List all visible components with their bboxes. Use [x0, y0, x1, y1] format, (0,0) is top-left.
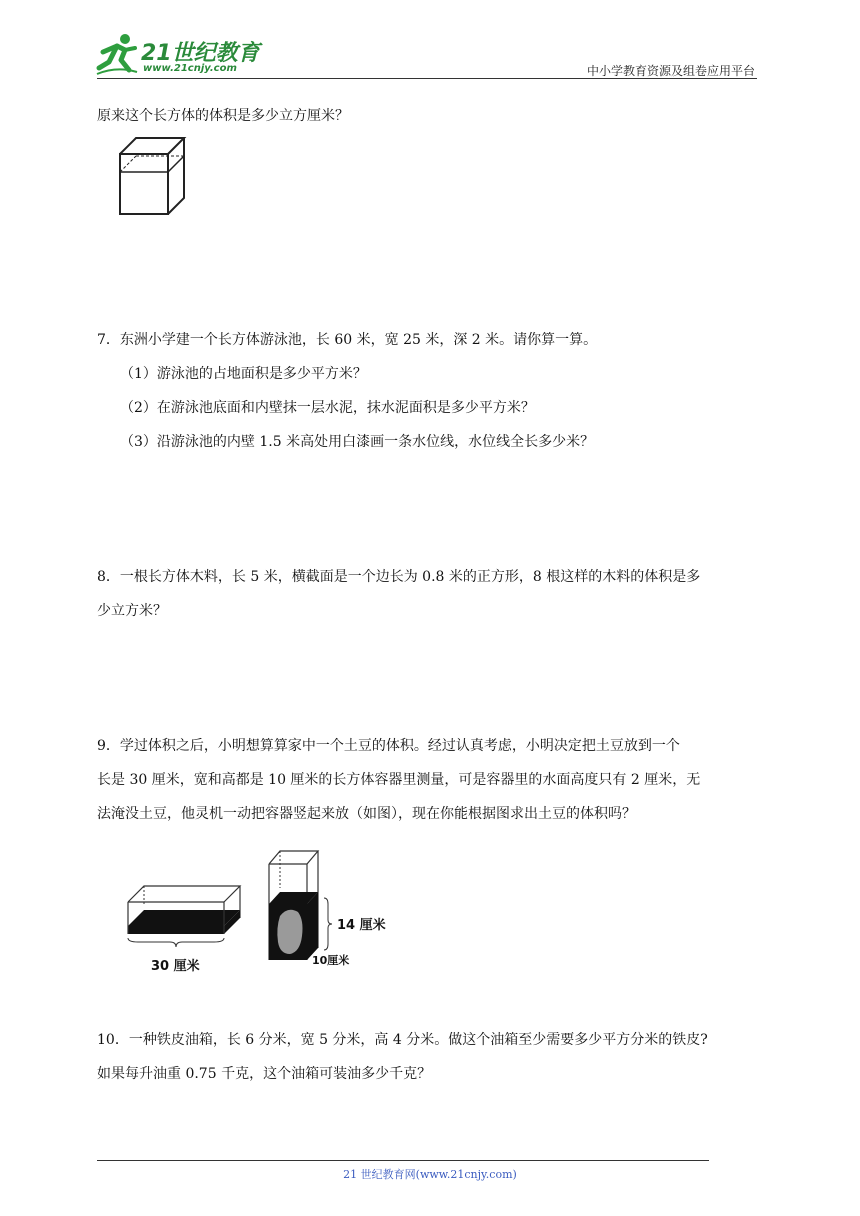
logo-main-text: 21世纪教育: [141, 41, 260, 66]
header-divider: [97, 78, 757, 79]
q9-line1: 9．学过体积之后，小明想算算家中一个土豆的体积。经过认真考虑，小明决定把土豆放到一个: [97, 738, 680, 754]
q9-width-label: 10厘米: [312, 954, 350, 967]
q7-sub2: （2）在游泳池底面和内壁抹一层水泥，抹水泥面积是多少平方米？: [120, 400, 535, 416]
q10-line1: 10．一种铁皮油箱，长 6 分米，宽 5 分米，高 4 分米。做这个油箱至少需要多少平方分米的铁皮?: [97, 1032, 708, 1048]
header-platform-text: 中小学教育资源及组卷应用平台: [586, 64, 755, 78]
q10-line2: 如果每升油重 0.75 千克，这个油箱可装油多少千克？: [97, 1066, 432, 1082]
q9-height-brace-icon: [322, 896, 334, 952]
logo-sub-text: www.21cnjy.com: [143, 63, 237, 74]
q8-line1: 8．一根长方体木料，长 5 米，横截面是一个边长为 0.8 米的正方形，8 根这样的木料的体积是多: [97, 569, 701, 585]
q7-stem: 7．东洲小学建一个长方体游泳池，长 60 米，宽 25 米，深 2 米。请你算一算。: [97, 332, 598, 348]
q6-question-tail: 原来这个长方体的体积是多少立方厘米？: [97, 108, 349, 124]
footer-divider: [97, 1160, 709, 1161]
header-logo: [95, 32, 265, 78]
q9-height-label: 14 厘米: [337, 918, 386, 933]
q9-vertical-container-figure: [266, 848, 326, 964]
footer-link-text[interactable]: 21 世纪教育网(www.21cnjy.com): [343, 1168, 517, 1181]
q9-line2: 长是 30 厘米，宽和高都是 10 厘米的长方体容器里测量，可是容器里的水面高度只有 2 厘米，无: [97, 772, 701, 788]
q9-length-label: 30 厘米: [151, 959, 200, 974]
q6-cuboid-figure: [116, 134, 188, 218]
q8-line2: 少立方米？: [97, 603, 167, 619]
q9-horizontal-container-figure: [124, 880, 244, 950]
runner-logo-icon: [95, 32, 139, 76]
q7-sub1: （1）游泳池的占地面积是多少平方米？: [120, 366, 367, 382]
q9-line3: 法淹没土豆，他灵机一动把容器竖起来放（如图），现在你能根据图求出土豆的体积吗？: [97, 806, 636, 822]
q7-sub3: （3）沿游泳池的内壁 1.5 米高处用白漆画一条水位线，水位线全长多少米？: [120, 434, 595, 450]
